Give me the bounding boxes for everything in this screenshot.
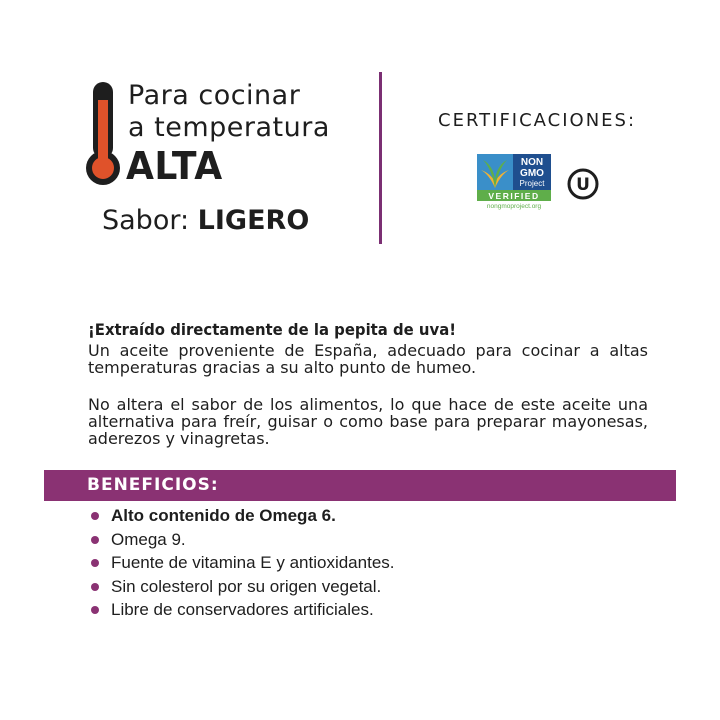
benefits-list (88, 504, 395, 622)
list-item: Fuente de vitamina E y antioxidantes. (88, 551, 395, 575)
bullet-icon (91, 606, 99, 614)
list-item: Alto contenido de Omega 6. (88, 504, 395, 528)
benefits-header (44, 470, 676, 501)
description-headline: ¡Extraído directamente de la pepita de uva! (88, 320, 457, 339)
non-gmo-verified-logo (477, 154, 551, 210)
svg-text:U: U (576, 175, 590, 195)
svg-text:Project: Project (519, 179, 545, 188)
bullet-icon (91, 559, 99, 567)
flavor-label: Sabor: (102, 205, 190, 236)
bullet-icon (91, 536, 99, 544)
svg-text:VERIFIED: VERIFIED (488, 191, 540, 201)
vertical-divider (379, 72, 382, 244)
benefits-title: BENEFICIOS: (87, 475, 219, 495)
flavor-value: LIGERO (197, 205, 310, 236)
svg-text:nongmoproject.org: nongmoproject.org (486, 203, 542, 210)
list-item: Libre de conservadores artificiales. (88, 598, 395, 622)
bullet-icon (91, 583, 99, 591)
certifications-title: CERTIFICACIONES: (438, 110, 637, 131)
thermometer-icon (86, 80, 120, 188)
description-paragraph-1: Un aceite proveniente de España, adecuado para cocinar a altas temperaturas gracias a su alto punto de humeo. (88, 341, 648, 377)
description-paragraph-2: No altera el sabor de los alimentos, lo que hace de este aceite una alternativa para freír, guisar o como base para preparar mayonesas, aderezos y vinagretas. (88, 395, 648, 448)
cooking-line-1: Para cocinar (128, 80, 301, 111)
cooking-level: ALTA (126, 144, 223, 188)
list-item: Omega 9. (88, 528, 395, 552)
flavor-row (102, 205, 309, 236)
bullet-icon (91, 512, 99, 520)
svg-text:NON: NON (520, 157, 544, 168)
cooking-line-2: a temperatura (128, 112, 330, 143)
kosher-symbol (567, 168, 599, 200)
list-item: Sin colesterol por su origen vegetal. (88, 575, 395, 599)
svg-text:GMO: GMO (520, 168, 544, 179)
